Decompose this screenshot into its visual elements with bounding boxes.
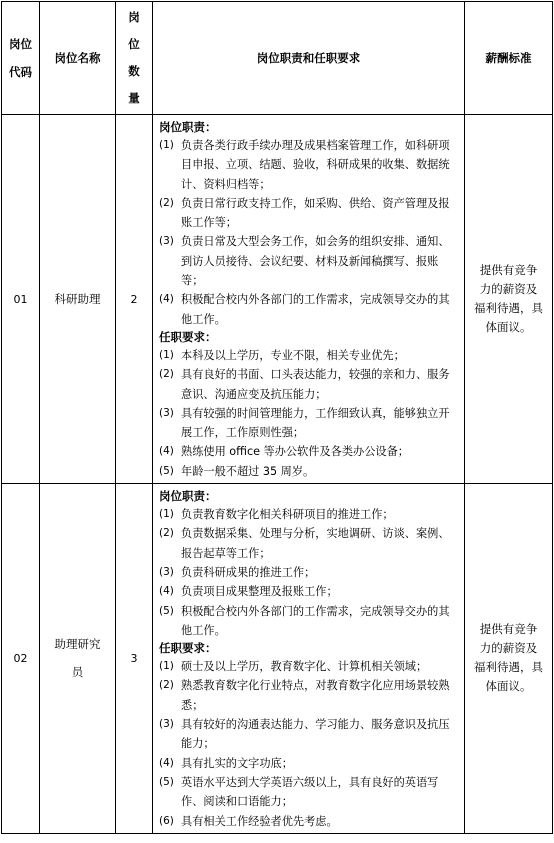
item-text: 硕士及以上学历，教育数字化、计算机相关领域； [181, 660, 428, 674]
header-salary: 薪酬标准 [465, 2, 553, 115]
salary-cell: 提供有竞争 力的薪资及 福利待遇，具 体面议。 [465, 115, 553, 484]
salary-cell: 提供有竞争 力的薪资及 福利待遇，具 体面议。 [465, 484, 553, 834]
duties-cell [153, 115, 465, 484]
list-item [159, 602, 460, 641]
item-number: (2) [159, 196, 174, 209]
requirements-title: 任职要求： [159, 641, 217, 656]
job-qty: 2 [116, 115, 153, 484]
list-item [159, 404, 460, 443]
job-name: 科研助理 [40, 115, 116, 484]
duties-title: 岗位职责： [159, 120, 217, 134]
list-item [159, 290, 460, 329]
item-number: (1) [159, 508, 174, 521]
item-text: 本科及以上学历，专业不限，相关专业优先； [181, 348, 405, 362]
item-text: 积极配合校内外各部门的工作需求，完成领导交办的其他工作。 [181, 293, 450, 326]
list-item [159, 462, 460, 481]
item-text: 负责项目成果整理及报账工作； [181, 585, 338, 599]
job-table [1, 1, 553, 834]
item-number: (6) [159, 814, 174, 827]
item-text: 熟悉教育数字化行业特点，对教育数字化应用场景较熟悉； [181, 679, 450, 712]
list-item [159, 442, 460, 461]
list-item [159, 812, 460, 831]
item-number: (1) [159, 348, 174, 361]
list-item [159, 773, 460, 812]
item-number: (4) [159, 293, 174, 306]
job-code: 02 [2, 484, 40, 834]
item-number: (1) [159, 139, 174, 151]
item-text: 年龄一般不超过 35 周岁。 [181, 464, 315, 478]
item-text: 英语水平达到大学英语六级以上，具有良好的英语写作、阅读和口语能力； [181, 775, 439, 809]
header-name: 岗位名称 [40, 2, 116, 115]
table-row [2, 484, 553, 834]
item-text: 具有相关工作经验者优先考虑。 [181, 814, 338, 828]
item-text: 积极配合校内外各部门的工作需求，完成领导交办的其他工作。 [181, 604, 450, 637]
list-item [159, 715, 460, 754]
item-number: (2) [159, 679, 174, 692]
item-text: 负责各类行政手续办理及成果档案管理工作，如科研项目申报、立项、结题、验收，科研成果的收集、数据统计、资料归档等； [181, 139, 450, 191]
job-qty: 3 [116, 484, 153, 834]
header-qty: 岗 位 数 量 [116, 2, 153, 115]
item-text: 具有良好的书面、口头表达能力，较强的亲和力、服务意识、沟通应变及抗压能力； [181, 368, 450, 401]
item-number: (3) [159, 718, 174, 731]
list-item [159, 232, 460, 290]
duties-cell [153, 484, 465, 834]
duties-title: 岗位职责： [159, 489, 217, 504]
item-number: (2) [159, 527, 174, 540]
item-number: (3) [159, 406, 174, 419]
item-text: 负责科研成果的推进工作； [181, 565, 316, 579]
item-number: (4) [159, 585, 174, 598]
item-text: 负责教育数字化相关科研项目的推进工作； [181, 508, 394, 522]
item-text: 具有较强的时间管理能力，工作细致认真，能够独立开展工作，工作原则性强； [181, 406, 450, 440]
item-text: 负责数据采集、处理与分析，实地调研、访谈、案例、报告起草等工作； [181, 527, 450, 560]
header-row [2, 2, 553, 115]
item-number: (5) [159, 604, 174, 617]
item-number: (4) [159, 445, 174, 458]
duties-list [159, 505, 460, 640]
header-code: 岗位 代码 [2, 2, 40, 115]
item-number: (3) [159, 235, 174, 248]
item-number: (4) [159, 756, 174, 769]
item-text: 具有较好的沟通表达能力、学习能力、服务意识及抗压能力； [181, 718, 450, 751]
list-item [159, 505, 460, 524]
item-number: (1) [159, 660, 174, 673]
job-name: 助理研究 员 [40, 484, 116, 834]
item-number: (5) [159, 464, 174, 477]
requirements-title: 任职要求： [159, 329, 217, 344]
job-code: 01 [2, 115, 40, 484]
item-number: (3) [159, 565, 174, 578]
item-number: (5) [159, 775, 174, 788]
item-text: 具有扎实的文字功底； [181, 756, 293, 770]
list-item [159, 365, 460, 404]
requirements-list [159, 346, 460, 481]
list-item [159, 346, 460, 365]
table-row [2, 115, 553, 484]
list-item [159, 754, 460, 773]
requirements-list [159, 657, 460, 831]
duties-list [159, 136, 460, 329]
list-item [159, 582, 460, 601]
list-item [159, 676, 460, 715]
item-number: (2) [159, 368, 174, 381]
list-item [159, 563, 460, 582]
list-item [159, 657, 460, 676]
list-item [159, 136, 460, 194]
item-text: 负责日常及大型会务工作，如会务的组织安排、通知、到访人员接待、会议纪要、材料及新闻稿撰写、报账等； [181, 235, 450, 288]
item-text: 负责日常行政支持工作，如采购、供给、资产管理及报账工作等； [181, 196, 450, 230]
item-text: 熟练使用 office 等办公软件及各类办公设备； [181, 445, 409, 459]
list-item [159, 524, 460, 563]
header-duties: 岗位职责和任职要求 [153, 2, 465, 115]
list-item [159, 194, 460, 233]
